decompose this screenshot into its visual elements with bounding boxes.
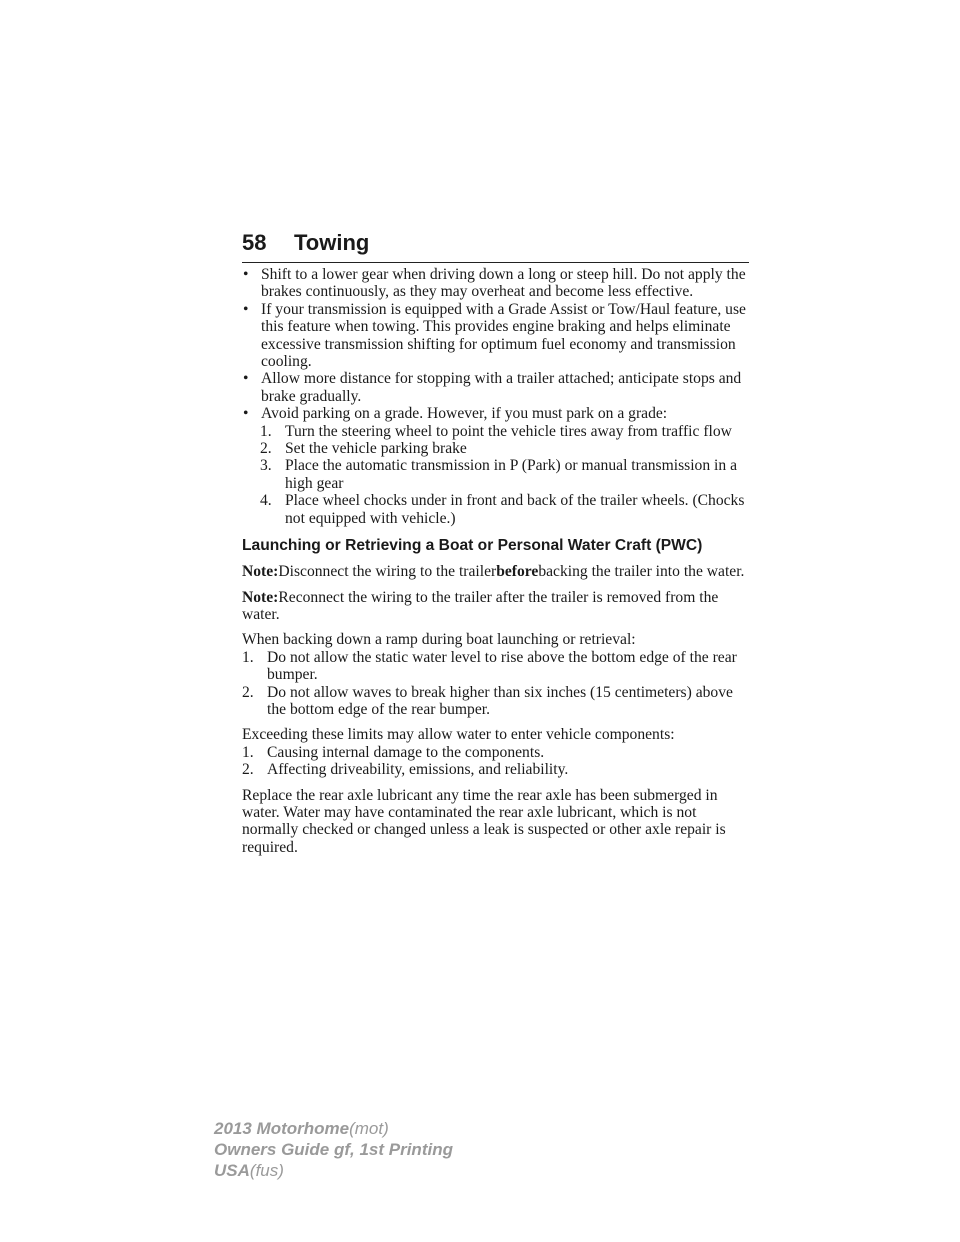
note-label: Note: (242, 588, 279, 606)
replace-paragraph: Replace the rear axle lubricant any time the rear axle has been submerged in water. Water may have contaminated the rear axle lubricant, which is not normally checked or changed unless a leak is suspected or other axle repair is required. (242, 786, 726, 856)
note-paragraph (242, 563, 754, 580)
page-header (242, 228, 749, 263)
bullet-item (242, 301, 754, 371)
list-text: Affecting driveability, emissions, and reliability. (267, 761, 569, 779)
list-number: 2. (242, 761, 254, 779)
list-item (260, 457, 754, 492)
bullet-text: Allow more distance for stopping with a trailer attached; anticipate stops and brake gradually. (261, 370, 742, 405)
list-number: 2. (242, 683, 254, 701)
bullet-text: If your transmission is equipped with a Grade Assist or Tow/Haul feature, use this feature when towing. This provides engine braking and helps eliminate excessive transmission shifting for optimum fuel economy and transmission cooling. (261, 300, 746, 371)
list-text: Place wheel chocks under in front and back of the trailer wheels. (Chocks not equipped with vehicle.) (285, 492, 745, 527)
list-item (242, 744, 754, 761)
list-text: Set the vehicle parking brake (285, 440, 467, 458)
bullet-icon: • (243, 300, 249, 318)
footer-imprint (214, 1118, 453, 1181)
bullet-icon: • (243, 405, 249, 423)
footer-guide: Owners Guide gf, 1st Printing (214, 1140, 453, 1159)
bullet-icon: • (243, 266, 249, 283)
list-text: Do not allow the static water level to rise above the bottom edge of the rear bumper. (267, 648, 737, 684)
footer-line-3 (214, 1160, 453, 1181)
note-paragraph (242, 589, 754, 624)
list-item (242, 684, 754, 719)
footer-model-code: (mot) (349, 1119, 389, 1138)
list-item (260, 492, 754, 527)
page-content (242, 266, 754, 864)
note-label: Note: (242, 563, 279, 581)
subsection-heading: Launching or Retrieving a Boat or Personal Water Craft (PWC) (242, 537, 703, 555)
list-number: 3. (260, 457, 272, 475)
grade-steps-list (242, 423, 754, 527)
list-number: 1. (242, 648, 254, 666)
page-number: 58 (242, 230, 267, 255)
note-text: Reconnect the wiring to the trailer after the trailer is removed from the water. (242, 588, 719, 623)
bullet-text: Shift to a lower gear when driving down a long or steep hill. Do not apply the brakes continuously, as they may overheat and become less effective. (261, 266, 746, 301)
bullet-text: Avoid parking on a grade. However, if you must park on a grade: (261, 405, 668, 423)
list-text: Causing internal damage to the components. (267, 743, 545, 761)
footer-region: USA (214, 1161, 250, 1180)
footer-region-code: (fus) (249, 1161, 284, 1180)
list-text: Turn the steering wheel to point the vehicle tires away from traffic flow (285, 422, 732, 440)
list-item (260, 440, 754, 457)
note-emphasis: before (496, 563, 539, 581)
note-text: Disconnect the wiring to the trailer (278, 563, 497, 581)
bullet-item (242, 405, 754, 422)
footer-line-1 (214, 1118, 453, 1139)
note-text-continued: backing the trailer into the water. (538, 563, 745, 581)
bullet-icon: • (243, 370, 249, 388)
list-text: Place the automatic transmission in P (Park) or manual transmission in a high gear (285, 457, 737, 492)
list-text: Do not allow waves to break higher than six inches (15 centimeters) above the bottom edge of the rear bumper. (267, 683, 733, 718)
list-item (260, 423, 754, 440)
bullet-item (242, 370, 754, 405)
exceed-block (242, 726, 754, 778)
bullet-item (242, 266, 754, 301)
list-item (242, 649, 754, 684)
list-item (242, 761, 754, 778)
footer-model: 2013 Motorhome (214, 1119, 350, 1138)
list-number: 1. (242, 743, 254, 761)
list-number: 4. (260, 492, 272, 510)
ramp-intro: When backing down a ramp during boat launching or retrieval: (242, 631, 636, 649)
list-number: 2. (260, 440, 272, 458)
footer-line-2 (214, 1139, 453, 1160)
ramp-block (242, 631, 754, 718)
section-title: Towing (294, 230, 370, 255)
exceed-intro: Exceeding these limits may allow water to enter vehicle components: (242, 726, 675, 744)
list-number: 1. (260, 422, 272, 440)
